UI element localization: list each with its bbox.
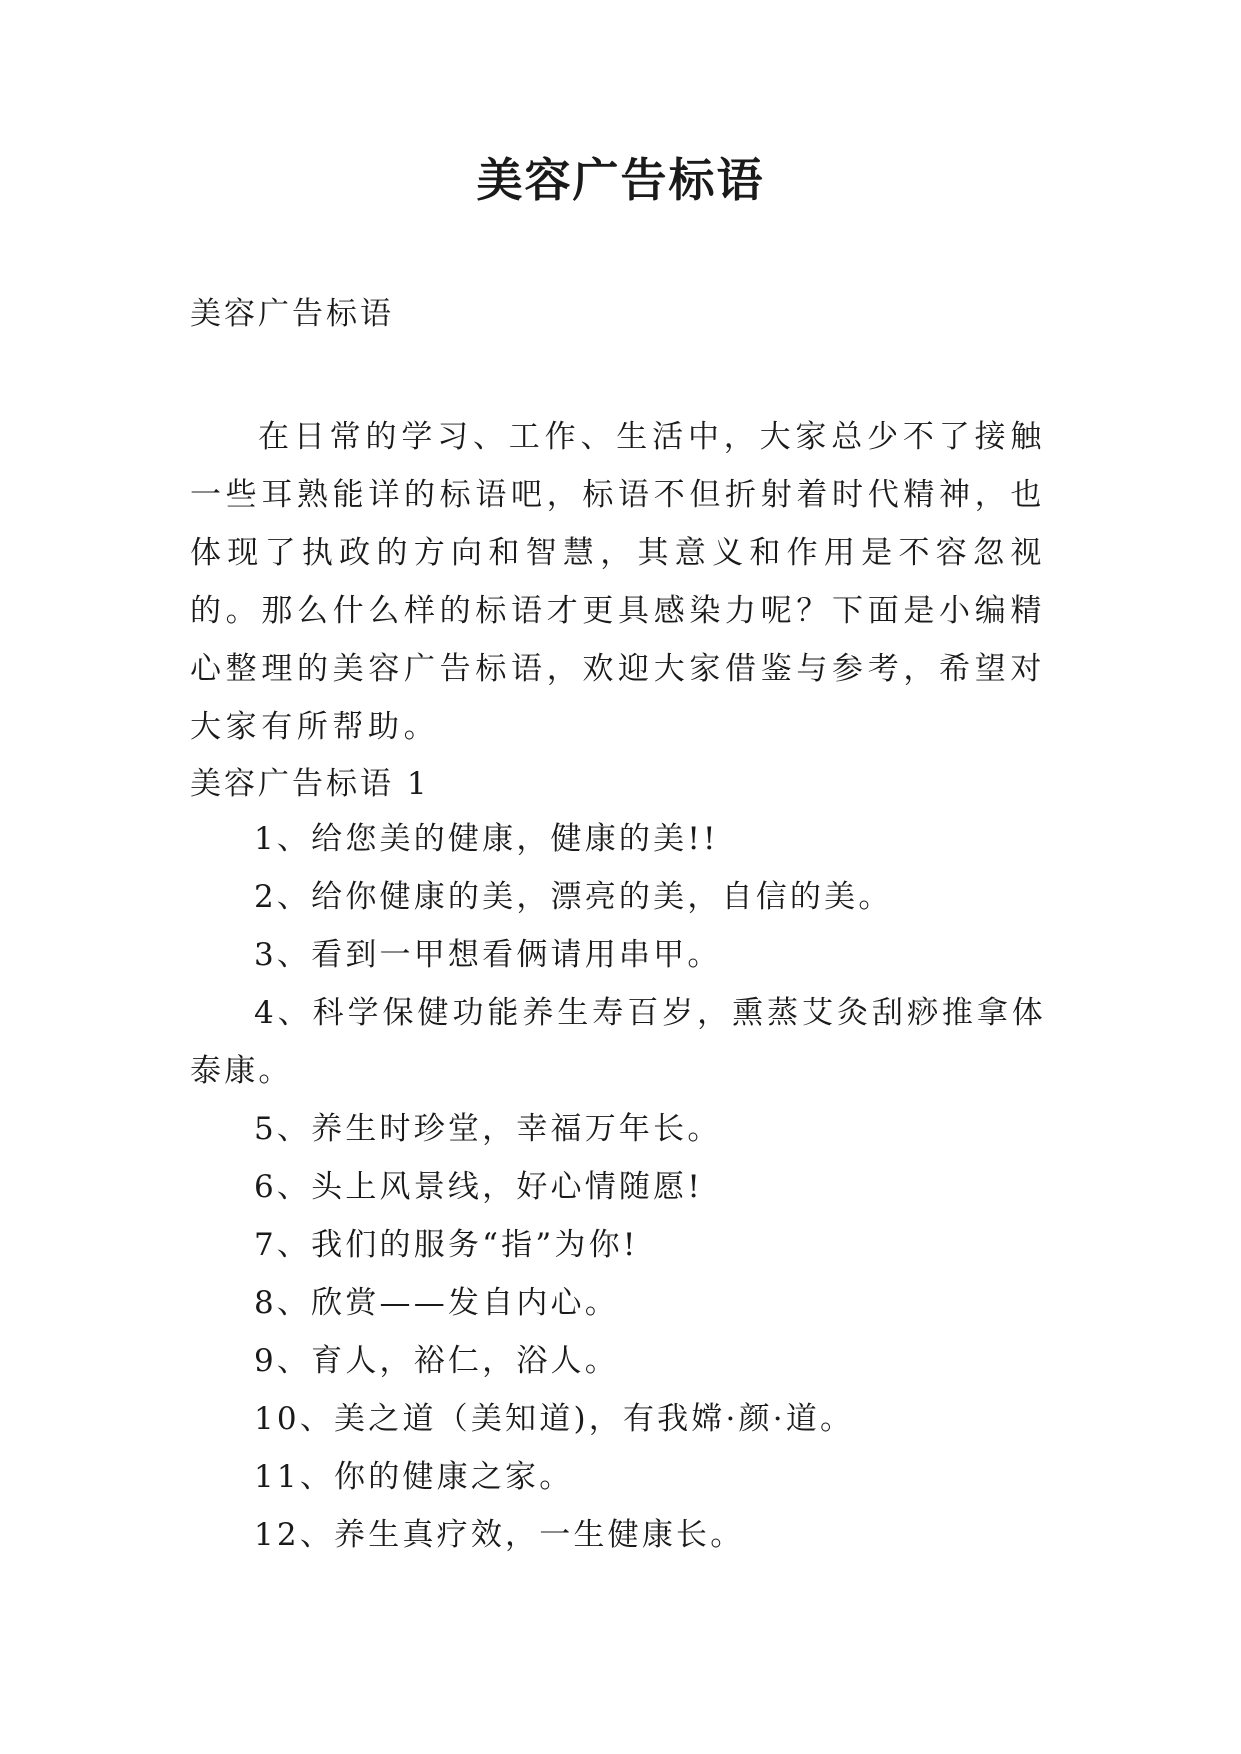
- slogan-list: [190, 810, 1046, 1564]
- slogan-item-8: 8、欣赏——发自内心。: [254, 1285, 619, 1321]
- slogan-item-11: 11、你的健康之家。: [254, 1459, 574, 1495]
- slogan-item-6: 6、头上风景线，好心情随愿!: [254, 1169, 703, 1205]
- slogan-item-5: 5、养生时珍堂，幸福万年长。: [254, 1111, 722, 1147]
- section-heading: 美容广告标语 1: [190, 766, 430, 802]
- slogan-item-3: 3、看到一甲想看俩请用串甲。: [254, 937, 722, 973]
- slogan-item-7: 7、我们的服务“指”为你!: [254, 1227, 639, 1263]
- document-title: 美容广告标语: [476, 153, 765, 207]
- document-subtitle: 美容广告标语: [190, 296, 394, 332]
- slogan-item-10: 10、美之道（美知道)，有我嫦·颜·道。: [254, 1401, 855, 1437]
- slogan-item-4: 4、科学保健功能养生寿百岁，熏蒸艾灸刮痧推拿体泰康。: [190, 995, 1046, 1089]
- slogan-item-1: 1、给您美的健康，健康的美!!: [254, 821, 719, 857]
- slogan-item-9: 9、育人，裕仁，浴人。: [254, 1343, 619, 1379]
- slogan-item-2: 2、给你健康的美，漂亮的美，自信的美。: [254, 879, 893, 915]
- intro-paragraph: 在日常的学习、工作、生活中，大家总少不了接触一些耳熟能详的标语吧，标语不但折射着时代精神，也体现了执政的方向和智慧，其意义和作用是不容忽视的。那么什么样的标语才更具感染力呢？下面是小编精心整理的美容广告标语，欢迎大家借鉴与参考，希望对大家有所帮助。: [190, 419, 1046, 745]
- slogan-item-12: 12、养生真疗效，一生健康长。: [254, 1517, 745, 1553]
